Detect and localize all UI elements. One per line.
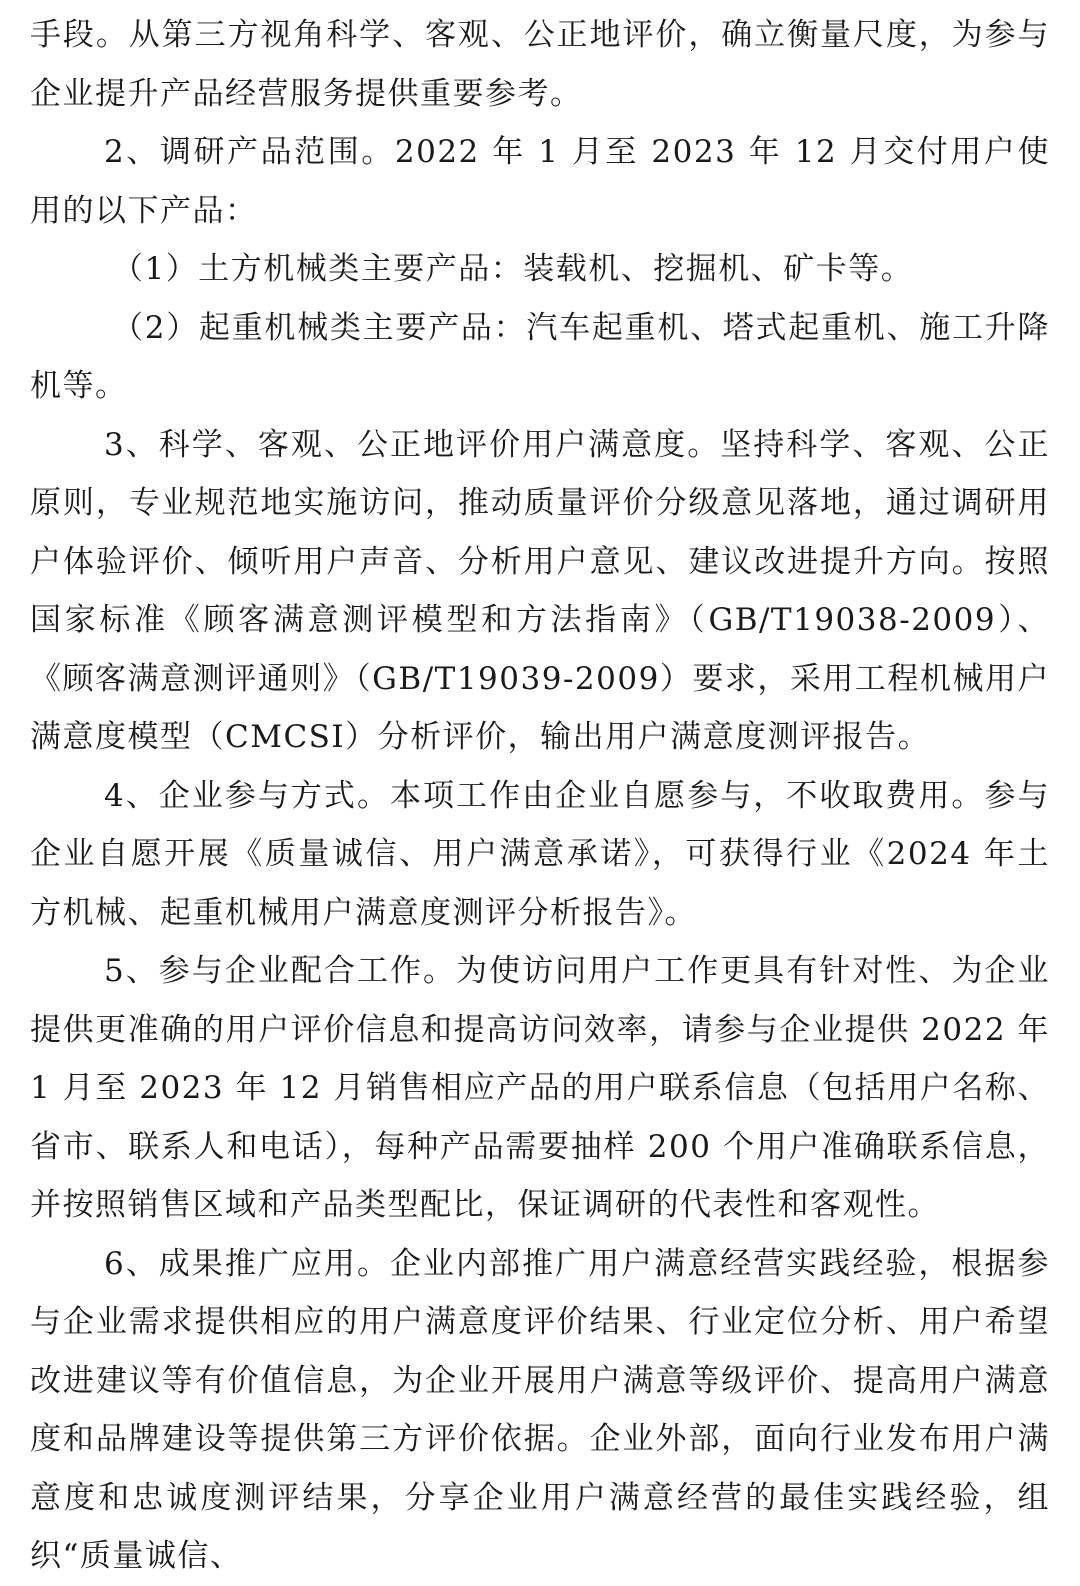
document-body <box>30 0 1050 1586</box>
paragraph-earthmoving-products: （1）土方机械类主要产品：装载机、挖掘机、矿卡等。 <box>112 251 914 287</box>
paragraph-application: 6、成果推广应用。企业内部推广用户满意经营实践经验，根据参与企业需求提供相应的用户满意度评价结果、行业定位分析、用户希望改进建议等有价值信息，为企业开展用户满意等级评价、提高用户满意度和品牌建设等提供第三方评价依据。企业外部，面向行业发布用户满意度和忠诚度测评结果，分享企业用户满意经营的最佳实践经验，组织“质量诚信、 <box>30 1245 1050 1574</box>
paragraph-cooperation: 5、参与企业配合工作。为使访问用户工作更具有针对性、为企业提供更准确的用户评价信息和提高访问效率，请参与企业提供 2022 年 1 月至 2023 年 12 月销售相应产品的用户联系信息（包括用户名称、省市、联系人和电话），每种产品需要抽样 200 个用户准确联系信息，并按照销售区域和产品类型配比，保证调研的代表性和客观性。 <box>30 953 1050 1223</box>
paragraph-continuation: 手段。从第三方视角科学、客观、公正地评价，确立衡量尺度，为参与企业提升产品经营服务提供重要参考。 <box>30 17 1050 112</box>
paragraph-lifting-products: （2）起重机械类主要产品：汽车起重机、塔式起重机、施工升降机等。 <box>30 309 1050 404</box>
paragraph-evaluation: 3、科学、客观、公正地评价用户满意度。坚持科学、客观、公正原则，专业规范地实施访问，推动质量评价分级意见落地，通过调研用户体验评价、倾听用户声音、分析用户意见、建议改进提升方向。按照国家标准《顾客满意测评模型和方法指南》（GB/T19038-2009）、《顾客满意测评通则》（GB/T19039-2009）要求，采用工程机械用户满意度模型（CMCSI）分析评价，输出用户满意度测评报告。 <box>30 426 1050 755</box>
paragraph-participation: 4、企业参与方式。本项工作由企业自愿参与，不收取费用。参与企业自愿开展《质量诚信、用户满意承诺》，可获得行业《2024 年土方机械、起重机械用户满意度测评分析报告》。 <box>30 777 1050 931</box>
paragraph-product-scope: 2、调研产品范围。2022 年 1 月至 2023 年 12 月交付用户使用的以下产品： <box>30 134 1050 229</box>
